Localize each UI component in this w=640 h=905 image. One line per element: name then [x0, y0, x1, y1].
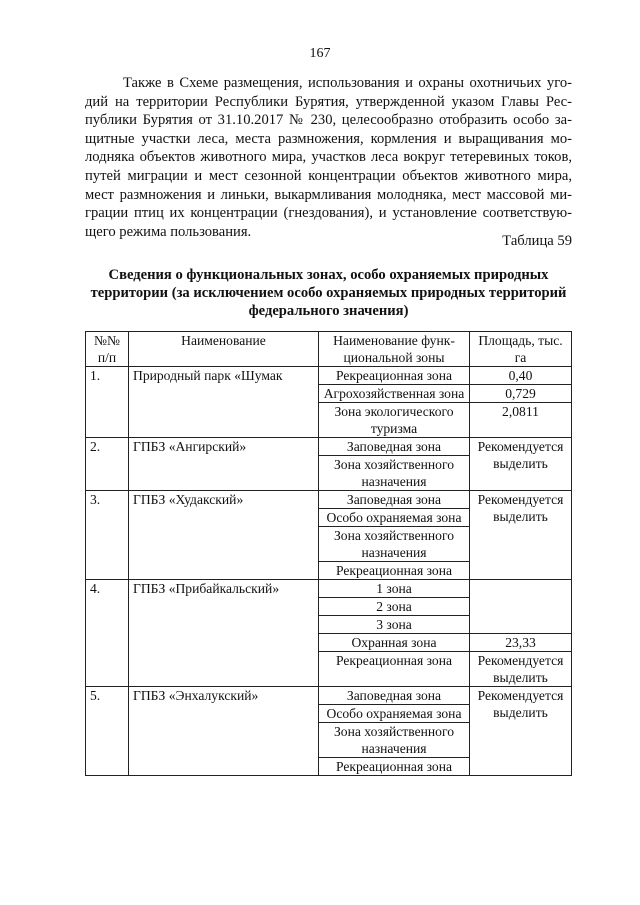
- row-num: 4.: [86, 580, 129, 687]
- row-zone: Заповедная зона: [319, 491, 470, 509]
- row-zone: Зона хозяйственного назначения: [319, 527, 470, 562]
- paragraph-line: грации птиц их концентрации (гнездования), и установление соответствую-: [85, 205, 572, 222]
- row-area: Рекомендуется выделить: [470, 491, 572, 580]
- table-row: [86, 687, 572, 705]
- row-area: Рекомендуется выделить: [470, 652, 572, 687]
- row-zone: Рекреационная зона: [319, 562, 470, 580]
- row-name: ГПБЗ «Худакский»: [129, 491, 319, 580]
- row-zone: 3 зона: [319, 616, 470, 634]
- row-area: 0,729: [470, 385, 572, 403]
- table-row: [86, 438, 572, 456]
- paragraph-line: мест размножения и линьки, выкармливания молодняка, мест массовой ми-: [85, 186, 572, 203]
- page-number: 167: [309, 46, 331, 61]
- header-zone: Наименование функ-циональной зоны: [319, 332, 470, 367]
- paragraph-line: Также в Схеме размещения, использования и охраны охотничьих уго-: [123, 75, 572, 91]
- row-zone: Зона хозяйственного назначения: [319, 456, 470, 491]
- caption-line: федерального значения): [248, 303, 409, 319]
- paragraph-line: путей миграции и мест сезонной концентрации объектов животного мира,: [85, 167, 572, 184]
- row-num: 1.: [86, 367, 129, 438]
- row-num: 3.: [86, 491, 129, 580]
- paragraph-line: дий на территории Республики Бурятия, утвержденной указом Главы Рес-: [85, 93, 572, 110]
- header-area: Площадь, тыс. га: [470, 332, 572, 367]
- row-zone: Рекреационная зона: [319, 758, 470, 776]
- paragraph-line: щитные участки леса, места размножения, кормления и выращивания мо-: [85, 130, 572, 147]
- row-zone: Заповедная зона: [319, 687, 470, 705]
- row-zone: Агрохозяйственная зона: [319, 385, 470, 403]
- table-row: [86, 367, 572, 385]
- row-name: ГПБЗ «Прибайкальский»: [129, 580, 319, 687]
- row-name: ГПБЗ «Ангирский»: [129, 438, 319, 491]
- table-caption: [85, 266, 572, 320]
- row-num: 5.: [86, 687, 129, 776]
- table-header-row: [86, 332, 572, 367]
- row-zone: Зона экологического туризма: [319, 403, 470, 438]
- row-area: Рекомендуется выделить: [470, 687, 572, 776]
- row-zone: 1 зона: [319, 580, 470, 598]
- header-num: №№ п/п: [86, 332, 129, 367]
- row-zone: Охранная зона: [319, 634, 470, 652]
- row-area: 2,0811: [470, 403, 572, 438]
- header-name: Наименование: [129, 332, 319, 367]
- row-zone: Особо охраняемая зона: [319, 705, 470, 723]
- row-area: 0,40: [470, 367, 572, 385]
- row-zone: Особо охраняемая зона: [319, 509, 470, 527]
- row-zone: Рекреационная зона: [319, 367, 470, 385]
- row-num: 2.: [86, 438, 129, 491]
- row-name: Природный парк «Шумак: [129, 367, 319, 438]
- zones-table: [85, 331, 572, 776]
- table-label: Таблица 59: [502, 233, 572, 249]
- table-row: [86, 491, 572, 509]
- row-zone: Рекреационная зона: [319, 652, 470, 687]
- row-area: 23,33: [470, 634, 572, 652]
- row-zone: Зона хозяйственного назначения: [319, 723, 470, 758]
- row-zone: 2 зона: [319, 598, 470, 616]
- caption-line: Сведения о функциональных зонах, особо охраняемых природных: [108, 267, 549, 283]
- row-name: ГПБЗ «Энхалукский»: [129, 687, 319, 776]
- paragraph-line: лодняка объектов животного мира, участков леса вокруг тетеревиных токов,: [85, 149, 572, 166]
- row-area: [470, 580, 572, 634]
- row-area: Рекомендуется выделить: [470, 438, 572, 491]
- paragraph-line: публики Бурятия от 31.10.2017 № 230, целесообразно отобразить особо за-: [85, 112, 572, 129]
- paragraph-line: щего режима пользования.: [85, 223, 252, 240]
- table-row: [86, 580, 572, 598]
- caption-line: территории (за исключением особо охраняемых природных территорий: [90, 285, 567, 301]
- row-zone: Заповедная зона: [319, 438, 470, 456]
- intro-paragraph: [85, 74, 572, 241]
